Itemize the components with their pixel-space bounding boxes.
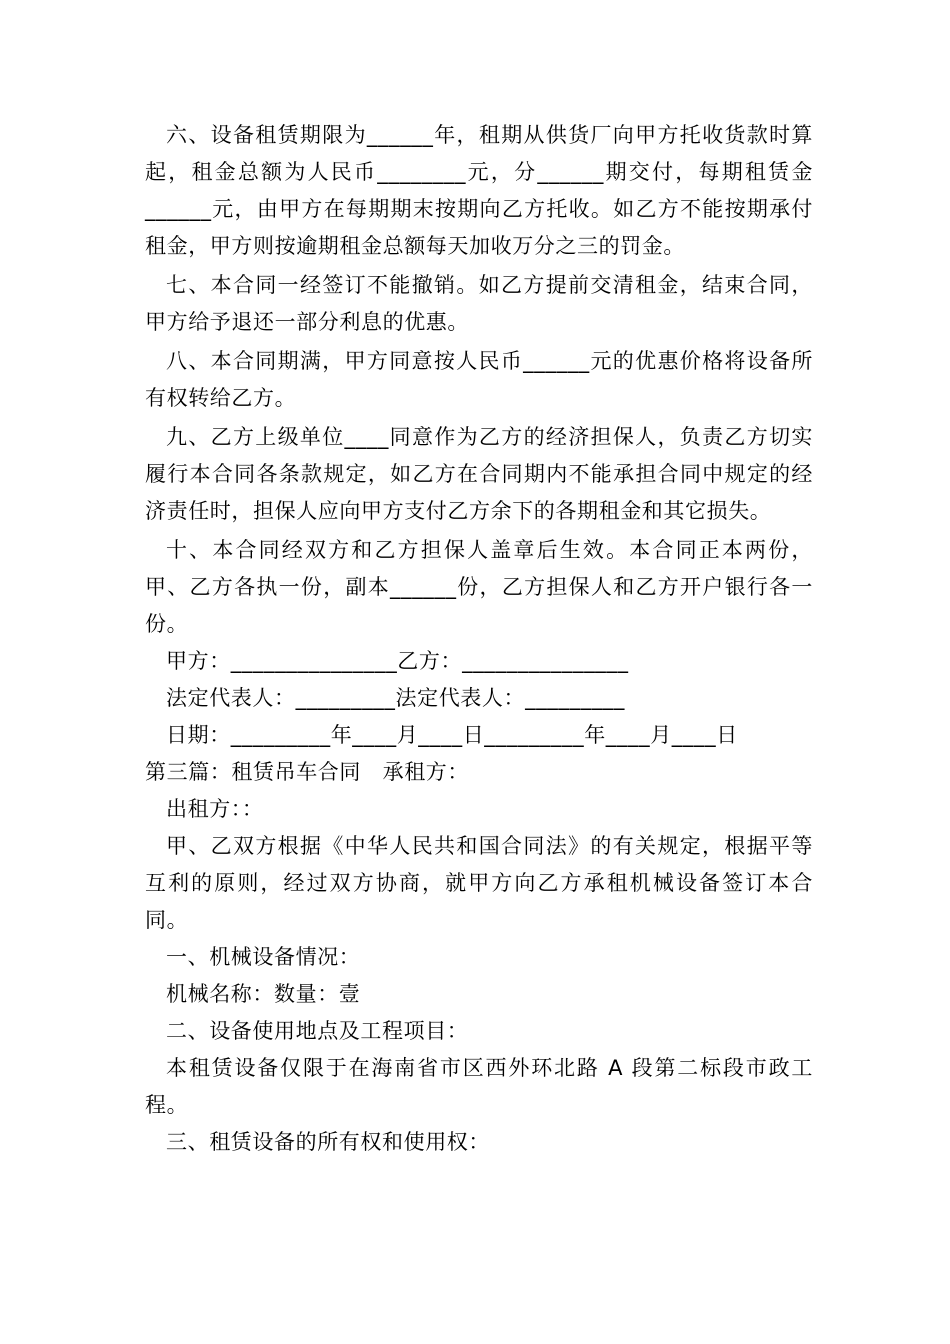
clause-eight: 八、本合同期满，甲方同意按人民币______元的优惠价格将设备所有权转给乙方。 [145, 349, 813, 410]
lessor-line: 出租方：： [166, 797, 264, 821]
clause-one-body: 机械名称：数量：壹 [166, 982, 361, 1006]
signature-representative-line: 法定代表人：_________法定代表人：_________ [166, 686, 625, 710]
contract-intro: 甲、乙双方根据《中华人民共和国合同法》的有关规定，根据平等互利的原则，经过双方协商，就甲方向乙方承租机械设备签订本合同。 [145, 834, 813, 932]
clause-seven: 七、本合同一经签订不能撤销。如乙方提前交清租金，结束合同，甲方给予退还一部分利息的优惠。 [145, 273, 813, 334]
clause-nine: 九、乙方上级单位____同意作为乙方的经济担保人，负责乙方切实履行本合同各条款规定，如乙方在合同期内不能承担合同中规定的经济责任时，担保人应向甲方支付乙方余下的各期租金和其它损失。 [145, 425, 813, 523]
clause-two-title: 二、设备使用地点及工程项目： [166, 1019, 469, 1043]
clause-three-title: 三、租赁设备的所有权和使用权： [166, 1130, 490, 1154]
clause-six: 六、设备租赁期限为______年，租期从供货厂向甲方托收货款时算起，租金总额为人民币________元，分______期交付，每期租赁金______元，由甲方在每期期末按期向乙方托收。如乙方不能按期承付租金，甲方则按逾期租金总额每天加收万分之三的罚金。 [145, 123, 813, 258]
section-title: 第三篇：租赁吊车合同 承租方： [145, 760, 469, 784]
signature-date-line: 日期：_________年____月____日_________年____月____日 [166, 723, 738, 747]
clause-ten: 十、本合同经双方和乙方担保人盖章后生效。本合同正本两份，甲、乙方各执一份，副本______份，乙方担保人和乙方开户银行各一份。 [145, 538, 813, 636]
clause-two-body: 本租赁设备仅限于在海南省市区西外环北路 A 段第二标段市政工程。 [145, 1056, 813, 1117]
signature-party-line: 甲方：_______________乙方：_______________ [166, 649, 629, 673]
document-body [145, 117, 813, 1161]
clause-one-title: 一、机械设备情况： [166, 945, 361, 969]
